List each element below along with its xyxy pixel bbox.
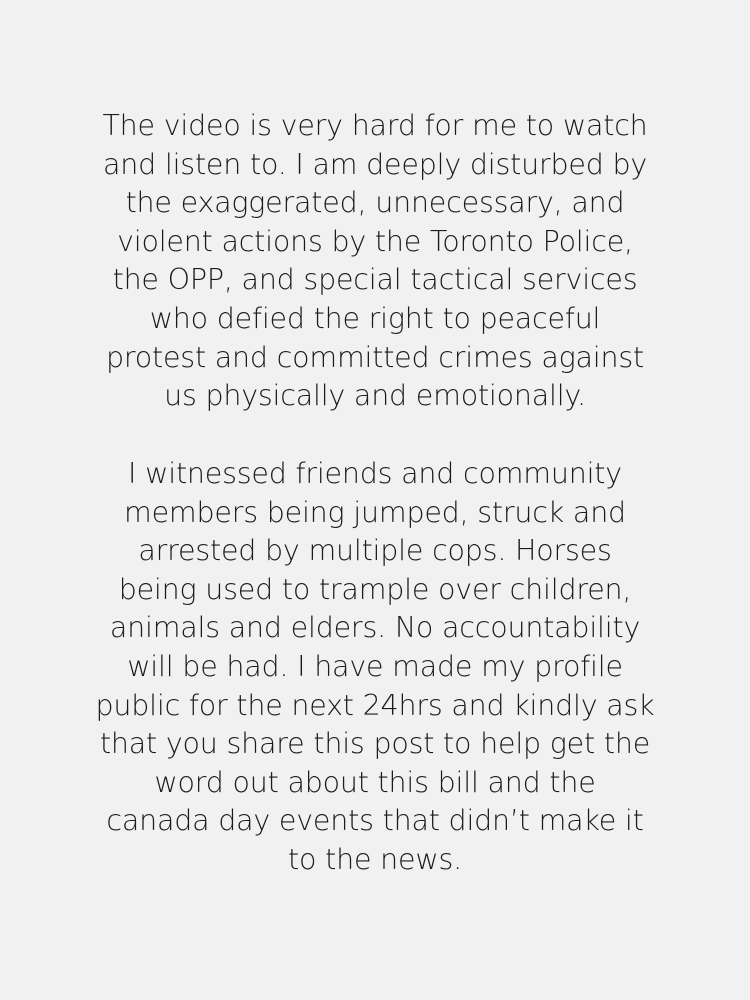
paragraph-line: arrested by multiple cops. Horses bbox=[138, 534, 612, 568]
paragraph-line: the exaggerated, unnecessary, and bbox=[125, 186, 625, 220]
paragraph-line: members being jumped, struck and bbox=[124, 495, 626, 529]
paragraph-2 bbox=[0, 455, 750, 880]
paragraph-1 bbox=[0, 107, 750, 416]
paragraph-line: protest and committed crimes against bbox=[105, 340, 645, 374]
paragraph-line: us physically and emotionally. bbox=[164, 379, 586, 413]
paragraph-line: public for the next 24hrs and kindly ask bbox=[95, 688, 655, 722]
paragraph-line: that you share this post to help get the bbox=[99, 727, 651, 761]
paragraph-line: violent actions by the Toronto Police, bbox=[117, 224, 633, 258]
paragraph-line: The video is very hard for me to watch bbox=[102, 109, 648, 142]
paragraph-line: being used to trample over children, bbox=[118, 572, 632, 606]
paragraph-line: who defied the right to peaceful bbox=[149, 301, 601, 335]
paragraph-line: animals and elders. No accountability bbox=[109, 611, 641, 645]
paragraph-line: canada day events that didn’t make it bbox=[106, 804, 644, 838]
paragraph-line: to the news. bbox=[288, 842, 462, 876]
paragraph-line: will be had. I have made my profile bbox=[127, 649, 623, 683]
paragraph-line: word out about this bill and the bbox=[154, 765, 596, 799]
paragraph-line: I witnessed friends and community bbox=[128, 457, 622, 490]
paragraph-line: and listen to. I am deeply disturbed by bbox=[102, 147, 647, 181]
paragraph-line: the OPP, and special tactical services bbox=[112, 263, 638, 297]
